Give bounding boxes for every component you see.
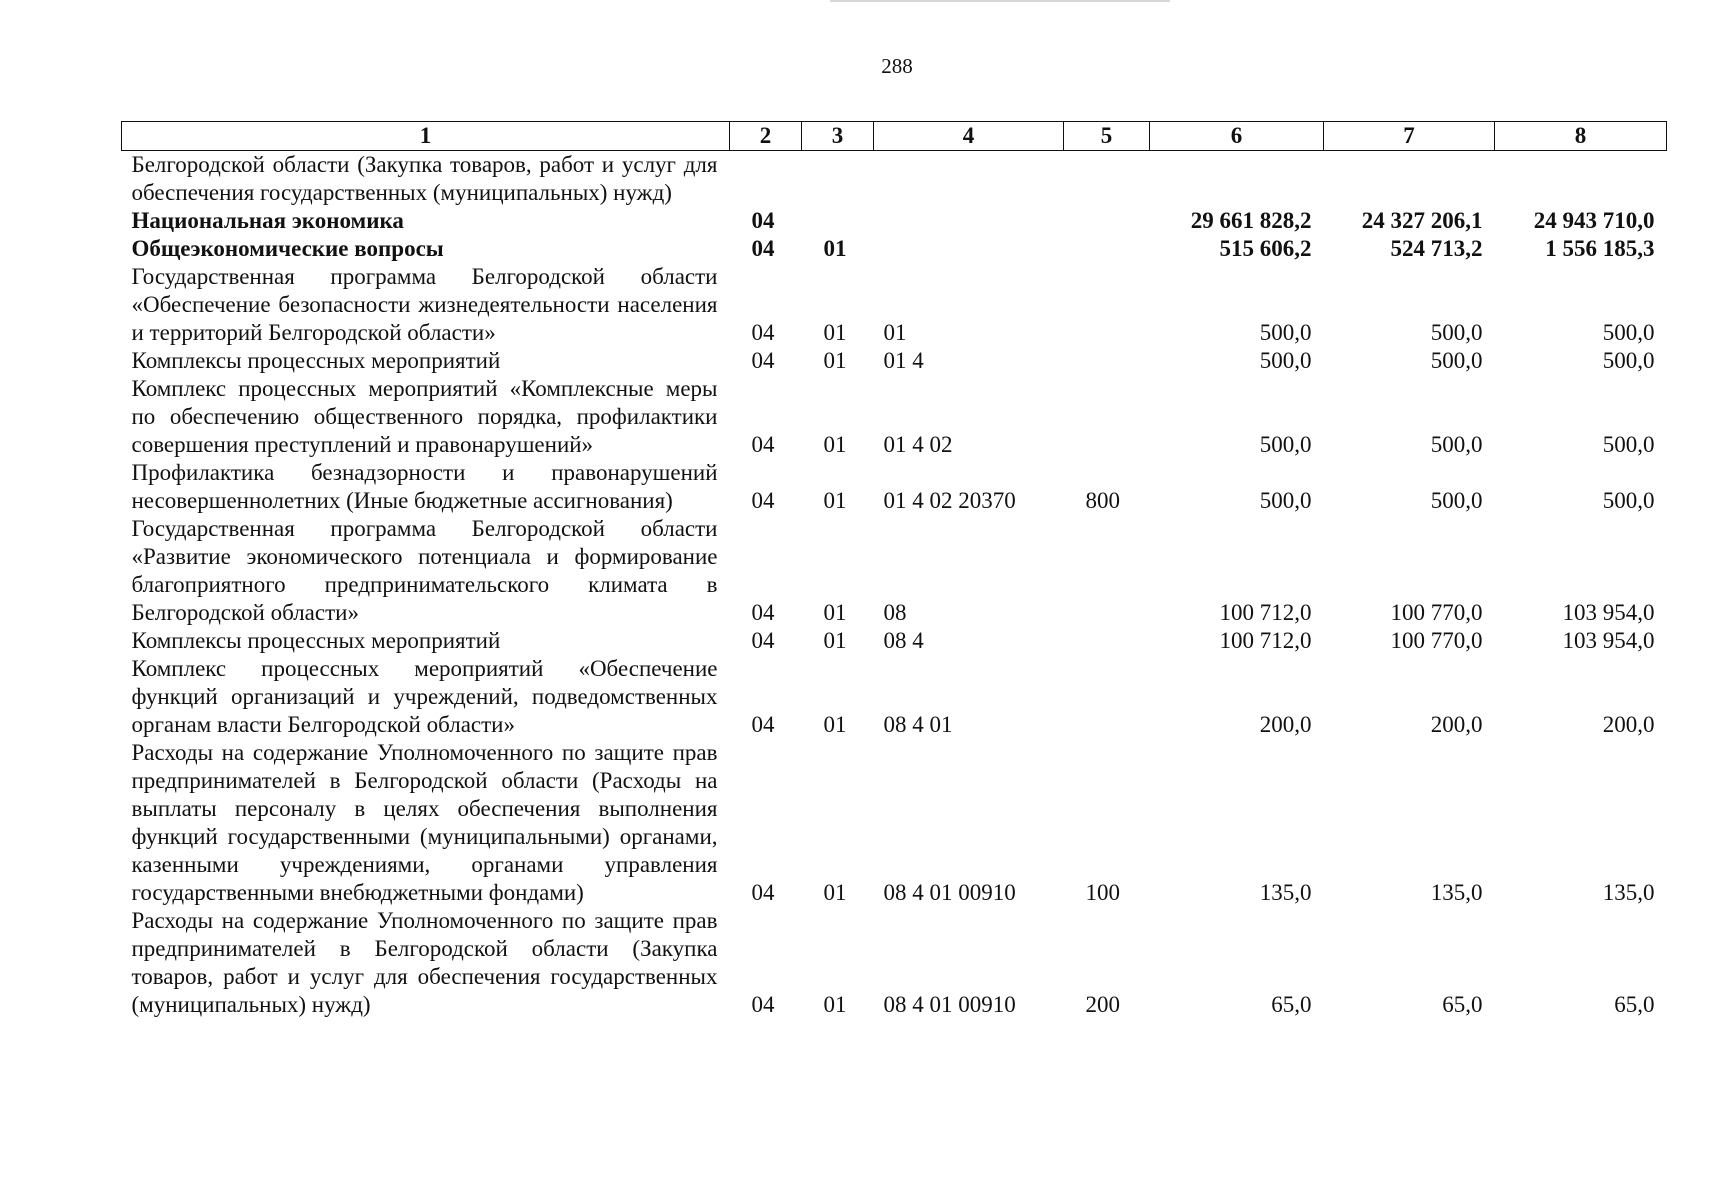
row-expense-type-code (1064, 263, 1150, 347)
row-section-code: 04 (751, 236, 775, 261)
row-section-code (730, 151, 802, 208)
row-section-code: 04 (751, 320, 775, 345)
header-cell-3: 3 (802, 122, 874, 151)
table-row (122, 235, 1667, 263)
row-target-article-code: 08 (883, 600, 907, 625)
row-subsection-code (802, 207, 874, 235)
row-amount-col6: 65,0 (1271, 992, 1312, 1017)
row-amount-col8: 103 954,0 (1562, 628, 1655, 653)
table-body (122, 151, 1667, 1020)
header-row (122, 122, 1667, 151)
row-amount-col8: 103 954,0 (1562, 600, 1655, 625)
row-target-article-code: 08 4 01 00910 (883, 992, 1016, 1017)
row-name-cell: Белгородской области (Закупка товаров, работ и услуг для обеспечения государственных (муниципальных) нужд) (131, 152, 718, 205)
row-name-cell: Расходы на содержание Уполномоченного по защите прав предпринимателей в Белгородской области (Расходы на выплаты персоналу в целях обеспечения выполнения функций государственными (муниципальными) органами, казенными учреждениями, органами управления государственными внебюджетными фондами) (131, 740, 718, 905)
table-row (122, 515, 1667, 627)
row-amount-col6: 200,0 (1259, 712, 1312, 737)
row-section-code: 04 (751, 880, 775, 905)
row-section-code: 04 (751, 600, 775, 625)
row-target-article-code: 08 4 (883, 628, 924, 653)
page-number: 288 (881, 54, 913, 78)
row-name-cell: Профилактика безнадзорности и правонарушений несовершеннолетних (Иные бюджетные ассигнования) (131, 460, 718, 513)
header-cell-5: 5 (1064, 122, 1150, 151)
row-target-article-code: 01 4 (883, 348, 924, 373)
top-scan-rule (830, 0, 1170, 2)
row-amount-col7: 500,0 (1430, 348, 1483, 373)
row-subsection-code: 01 (823, 880, 847, 905)
row-name-cell: Национальная экономика (131, 208, 404, 233)
row-amount-col8: 500,0 (1602, 320, 1655, 345)
table-row (122, 375, 1667, 459)
row-target-article-code: 01 (883, 320, 907, 345)
table-row (122, 459, 1667, 515)
row-expense-type-code: 200 (1085, 992, 1120, 1017)
row-amount-col8: 1 556 185,3 (1545, 236, 1655, 261)
header-cell-7: 7 (1324, 122, 1495, 151)
row-amount-col7 (1324, 151, 1495, 208)
row-section-code: 04 (751, 348, 775, 373)
row-amount-col8: 200,0 (1602, 712, 1655, 737)
row-amount-col7: 100 770,0 (1390, 600, 1483, 625)
header-cell-6: 6 (1150, 122, 1324, 151)
row-name-cell: Комплексы процессных мероприятий (131, 348, 501, 373)
row-name-cell: Комплексы процессных мероприятий (131, 628, 501, 653)
row-expense-type-code (1064, 235, 1150, 263)
header-cell-4: 4 (874, 122, 1064, 151)
table-row (122, 151, 1667, 208)
header-cell-2: 2 (730, 122, 802, 151)
table-row (122, 347, 1667, 375)
row-amount-col7: 100 770,0 (1390, 628, 1483, 653)
row-target-article-code: 01 4 02 20370 (883, 488, 1016, 513)
row-section-code: 04 (751, 628, 775, 653)
row-expense-type-code (1064, 627, 1150, 655)
row-amount-col6: 135,0 (1259, 880, 1312, 905)
row-target-article-code: 01 4 02 (883, 432, 953, 457)
header-cell-1: 1 (122, 122, 730, 151)
row-expense-type-code (1064, 347, 1150, 375)
row-section-code: 04 (751, 488, 775, 513)
row-target-article-code (874, 235, 1064, 263)
row-amount-col7: 24 327 206,1 (1361, 208, 1483, 233)
row-name-cell: Комплекс процессных мероприятий «Обеспечение функций организаций и учреждений, подведомственных органам власти Белгородской области» (131, 656, 718, 737)
row-target-article-code (874, 207, 1064, 235)
row-subsection-code: 01 (823, 488, 847, 513)
row-name-cell: Расходы на содержание Уполномоченного по защите прав предпринимателей в Белгородской области (Закупка товаров, работ и услуг для обеспечения государственных (муниципальных) нужд) (131, 908, 718, 1017)
table-row (122, 263, 1667, 347)
row-amount-col8: 500,0 (1602, 432, 1655, 457)
row-amount-col8: 24 943 710,0 (1533, 208, 1655, 233)
row-section-code: 04 (751, 208, 775, 233)
row-name-cell: Государственная программа Белгородской области «Развитие экономического потенциала и формирование благоприятного предпринимательского климата в Белгородской области» (131, 516, 718, 625)
row-amount-col7: 524 713,2 (1390, 236, 1483, 261)
row-section-code: 04 (751, 432, 775, 457)
row-amount-col6: 500,0 (1259, 348, 1312, 373)
row-expense-type-code: 100 (1085, 880, 1120, 905)
row-amount-col6: 500,0 (1259, 488, 1312, 513)
row-amount-col8: 65,0 (1614, 992, 1655, 1017)
row-name-cell: Общеэкономические вопросы (131, 236, 444, 261)
table-header (122, 122, 1667, 151)
row-amount-col6: 100 712,0 (1219, 628, 1312, 653)
row-name-cell: Комплекс процессных мероприятий «Комплексные меры по обеспечению общественного порядка, профилактики совершения преступлений и правонарушений» (131, 376, 718, 457)
table-row (122, 655, 1667, 739)
row-name-cell: Государственная программа Белгородской области «Обеспечение безопасности жизнедеятельности населения и территорий Белгородской области» (131, 264, 718, 345)
row-expense-type-code (1064, 655, 1150, 739)
row-amount-col8 (1495, 151, 1667, 208)
table-row (122, 907, 1667, 1019)
row-subsection-code: 01 (823, 236, 847, 261)
row-subsection-code: 01 (823, 628, 847, 653)
row-amount-col7: 135,0 (1430, 880, 1483, 905)
table-row (122, 207, 1667, 235)
header-cell-8: 8 (1495, 122, 1667, 151)
row-expense-type-code (1064, 375, 1150, 459)
row-target-article-code (874, 151, 1064, 208)
row-amount-col6: 29 661 828,2 (1190, 208, 1312, 233)
row-subsection-code: 01 (823, 320, 847, 345)
table-row (122, 739, 1667, 907)
row-amount-col6: 500,0 (1259, 320, 1312, 345)
row-amount-col6 (1150, 151, 1324, 208)
row-target-article-code: 08 4 01 (883, 712, 953, 737)
row-target-article-code: 08 4 01 00910 (883, 880, 1016, 905)
row-expense-type-code (1064, 515, 1150, 627)
row-amount-col8: 500,0 (1602, 348, 1655, 373)
row-amount-col7: 500,0 (1430, 432, 1483, 457)
row-expense-type-code (1064, 151, 1150, 208)
row-subsection-code: 01 (823, 712, 847, 737)
row-amount-col7: 500,0 (1430, 320, 1483, 345)
row-section-code: 04 (751, 992, 775, 1017)
row-amount-col8: 500,0 (1602, 488, 1655, 513)
row-amount-col8: 135,0 (1602, 880, 1655, 905)
row-subsection-code: 01 (823, 432, 847, 457)
row-amount-col6: 515 606,2 (1219, 236, 1312, 261)
row-amount-col6: 500,0 (1259, 432, 1312, 457)
row-section-code: 04 (751, 712, 775, 737)
row-subsection-code (802, 151, 874, 208)
row-subsection-code: 01 (823, 600, 847, 625)
row-subsection-code: 01 (823, 348, 847, 373)
row-amount-col7: 500,0 (1430, 488, 1483, 513)
row-expense-type-code (1064, 207, 1150, 235)
row-amount-col6: 100 712,0 (1219, 600, 1312, 625)
table-row (122, 627, 1667, 655)
budget-table (121, 121, 1667, 1019)
row-subsection-code: 01 (823, 992, 847, 1017)
row-amount-col7: 65,0 (1442, 992, 1483, 1017)
row-expense-type-code: 800 (1085, 488, 1120, 513)
row-amount-col7: 200,0 (1430, 712, 1483, 737)
